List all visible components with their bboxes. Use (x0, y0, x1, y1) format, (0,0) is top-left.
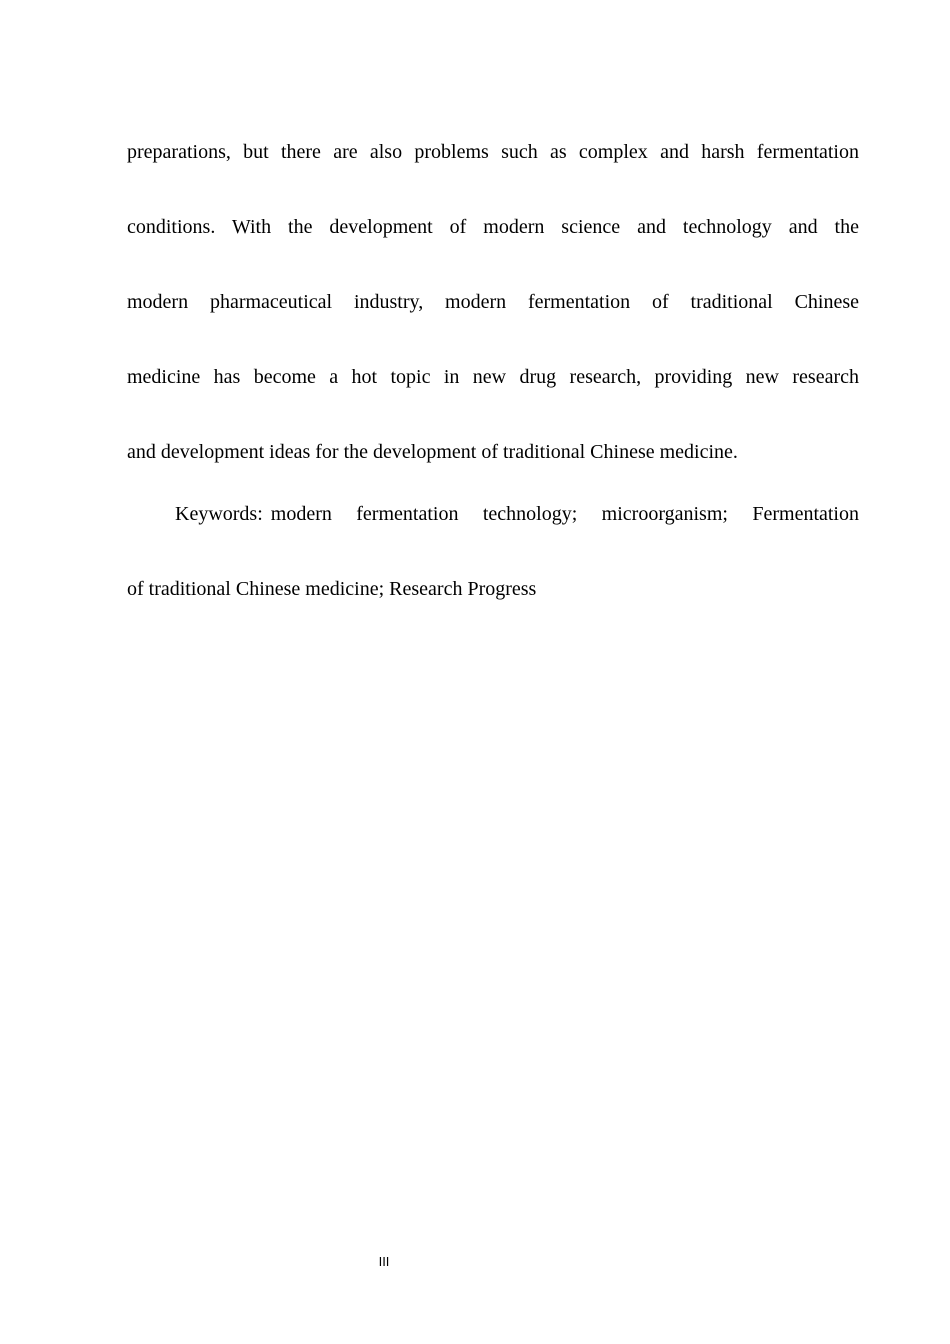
abstract-line-1: preparations, but there are also problems such as complex and harsh fermentation (127, 141, 859, 163)
keywords-line-2: of traditional Chinese medicine; Research Progress (127, 578, 537, 600)
abstract-paragraph (127, 115, 859, 490)
abstract-line-3: modern pharmaceutical industry, modern fermentation of traditional Chinese (127, 291, 859, 313)
keywords-paragraph (127, 477, 859, 627)
keywords-text-1: modern fermentation technology; microorganism; Fermentation (270, 503, 859, 525)
page-number: III (378, 1254, 390, 1269)
abstract-line-4: medicine has become a hot topic in new drug research, providing new research (127, 366, 859, 388)
page-body (127, 115, 859, 627)
abstract-line-5: and development ideas for the development of traditional Chinese medicine. (127, 441, 738, 463)
keywords-label: Keywords: (175, 503, 263, 525)
keywords-line-1 (127, 477, 859, 552)
abstract-line-2: conditions. With the development of modern science and technology and the (127, 216, 859, 238)
